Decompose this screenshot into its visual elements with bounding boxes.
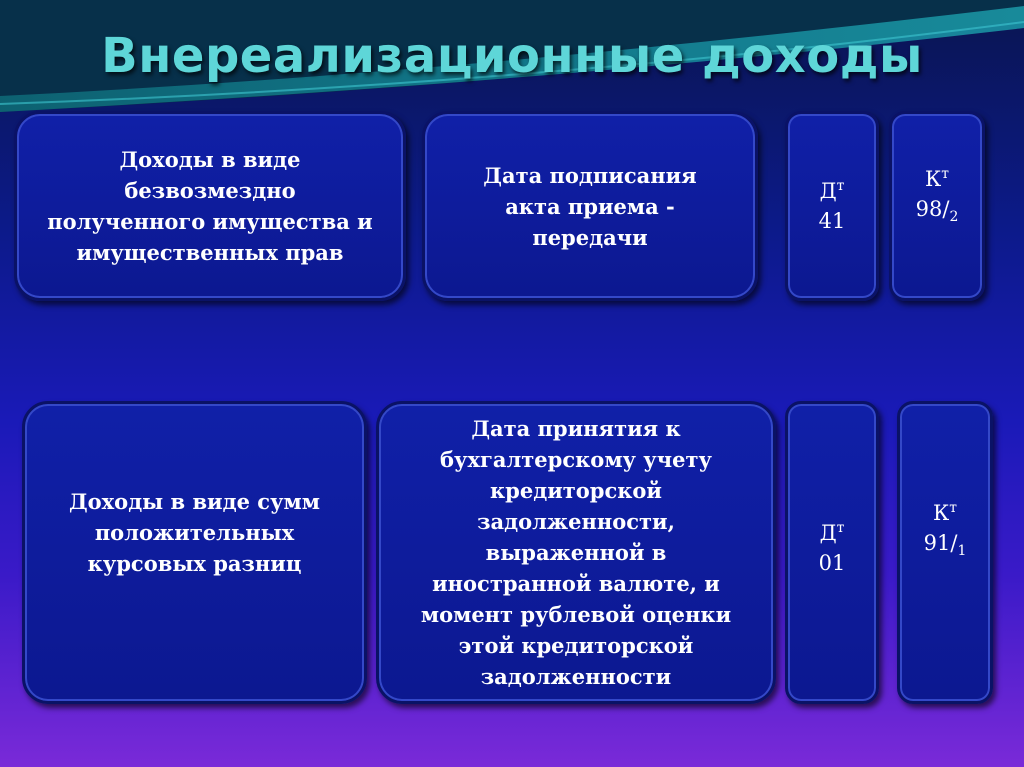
debit-box-1 [785, 111, 879, 301]
credit-number-1: 98/ [915, 197, 950, 221]
date-box-2 [376, 401, 776, 704]
credit-number-2: 91/ [923, 530, 958, 555]
date-box-1 [422, 111, 758, 301]
slide-title: Внереализационные доходы [101, 28, 923, 84]
debit-label-sup-1: т [836, 178, 845, 194]
income-text-1: Доходы в виде безвозмездно полученного имущества и имущественных прав [47, 147, 373, 265]
debit-number-2: 01 [818, 550, 846, 575]
credit-box-2 [897, 401, 993, 704]
debit-account-2 [819, 518, 846, 578]
credit-sub-2: 1 [957, 542, 967, 559]
debit-number-1: 41 [818, 209, 846, 233]
date-text-1: Дата подписания акта приема - передачи [483, 162, 697, 250]
debit-box-2 [785, 401, 879, 704]
credit-account-2 [924, 498, 967, 558]
credit-account-1 [916, 164, 959, 224]
credit-label-2: К [932, 500, 950, 525]
date-text-2: Дата принятия к бухгалтерскому учету кредиторской задолженности, выраженной в иностранной валюте, и момент рублевой оценки этой кредиторской задолженности [420, 416, 732, 689]
income-box-1 [14, 111, 406, 301]
credit-box-1 [889, 111, 985, 301]
debit-account-1 [819, 176, 846, 236]
debit-label-1: Д [819, 179, 837, 203]
debit-label-2: Д [819, 520, 837, 545]
credit-sub-1: 2 [949, 209, 959, 226]
credit-label-sup-1: т [941, 166, 949, 182]
credit-label-sup-2: т [949, 499, 957, 516]
credit-label-1: К [924, 167, 942, 191]
debit-label-sup-2: т [836, 519, 845, 536]
income-text-2: Доходы в виде сумм положительных курсовых разниц [68, 489, 320, 576]
income-box-2 [22, 401, 367, 704]
